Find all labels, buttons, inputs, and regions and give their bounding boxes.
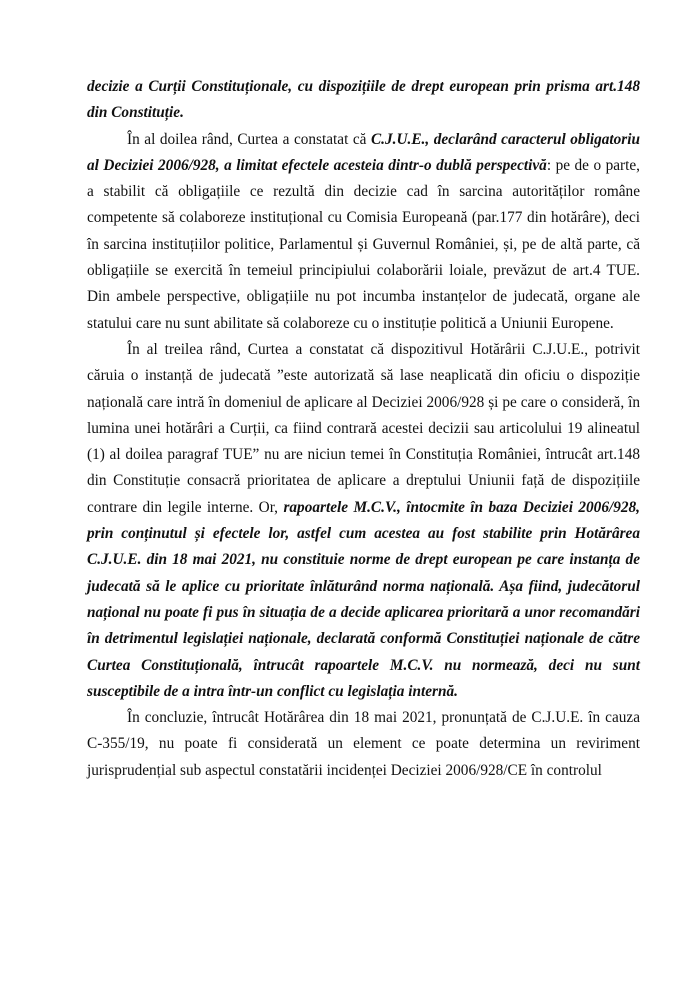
paragraph-4	[87, 705, 640, 784]
paragraph-2-lead-text: În al doilea rând, Curtea a constatat că	[127, 130, 371, 148]
paragraph-3-lead-text: În al treilea rând, Curtea a constatat că dispozitivul Hotărârii C.J.U.E., potrivit căruia o instanță de judecată ”este autorizată să lase neaplicată din oficiu o dispoziție națională care intră în domeniul de aplicare al Deciziei 2006/928 și pe care o consideră, în lumina unei hotărâri a Curții, ca fiind contrară acestei decizii sau articolului 19 alineatul (1) al doilea paragraf TUE” nu are niciun temei în Constituția României, întrucât art.148 din Constituție consacră prioritatea de aplicare a dreptului Uniunii față de dispozițiile contrare din legile interne. Or,	[87, 340, 640, 516]
document-page	[87, 74, 640, 784]
paragraph-1	[87, 74, 640, 127]
paragraph-4-text: În concluzie, întrucât Hotărârea din 18 mai 2021, pronunțată de C.J.U.E. în cauza C-355/19, nu poate fi considerată un element ce poate determina un reviriment jurisprudențial sub aspectul constatării incidenței Deciziei 2006/928/CE în controlul	[87, 709, 640, 779]
paragraph-3-bold-text: rapoartele M.C.V., întocmite în baza Deciziei 2006/928, prin conținutul și efectele lor, astfel cum acestea au fost stabilite prin Hotărârea C.J.U.E. din 18 mai 2021, nu constituie norme de drept european pe care instanța de judecată să le aplice cu prioritate înlăturând norma națională. Așa fiind, judecătorul național nu poate fi pus în situația de a decide aplicarea prioritară a unor recomandări în detrimentul legislației naționale, declarată conformă Constituției naționale de către Curtea Constituțională, întrucât rapoartele M.C.V. nu normează, deci nu sunt susceptibile de a intra într-un conflict cu legislația internă.	[87, 498, 640, 700]
paragraph-2	[87, 127, 640, 337]
paragraph-2-rest-text: : pe de o parte, a stabilit că obligațiile ce rezultă din decizie cad în sarcina autorităților române competente să colaboreze instituțional cu Comisia Europeană (par.177 din hotărâre), deci în sarcina instituțiilor politice, Parlamentul și Guvernul României, și, pe de altă parte, că obligațiile se exercită în temeiul principiului colaborării loiale, prevăzut de art.4 TUE. Din ambele perspective, obligațiile nu pot incumba instanțelor de judecată, organe ale statului care nu sunt abilitate să colaboreze cu o instituție politică a Uniunii Europene.	[87, 156, 641, 332]
paragraph-3	[87, 337, 640, 705]
paragraph-1-bold-text: decizie a Curții Constituționale, cu dispozițiile de drept european prin prisma art.148 din Constituție.	[87, 78, 640, 122]
paragraph-2-bold-text: C.J.U.E., declarând caracterul obligatoriu al Deciziei 2006/928, a limitat efectele acesteia dintr-o dublă perspectivă	[87, 130, 640, 174]
